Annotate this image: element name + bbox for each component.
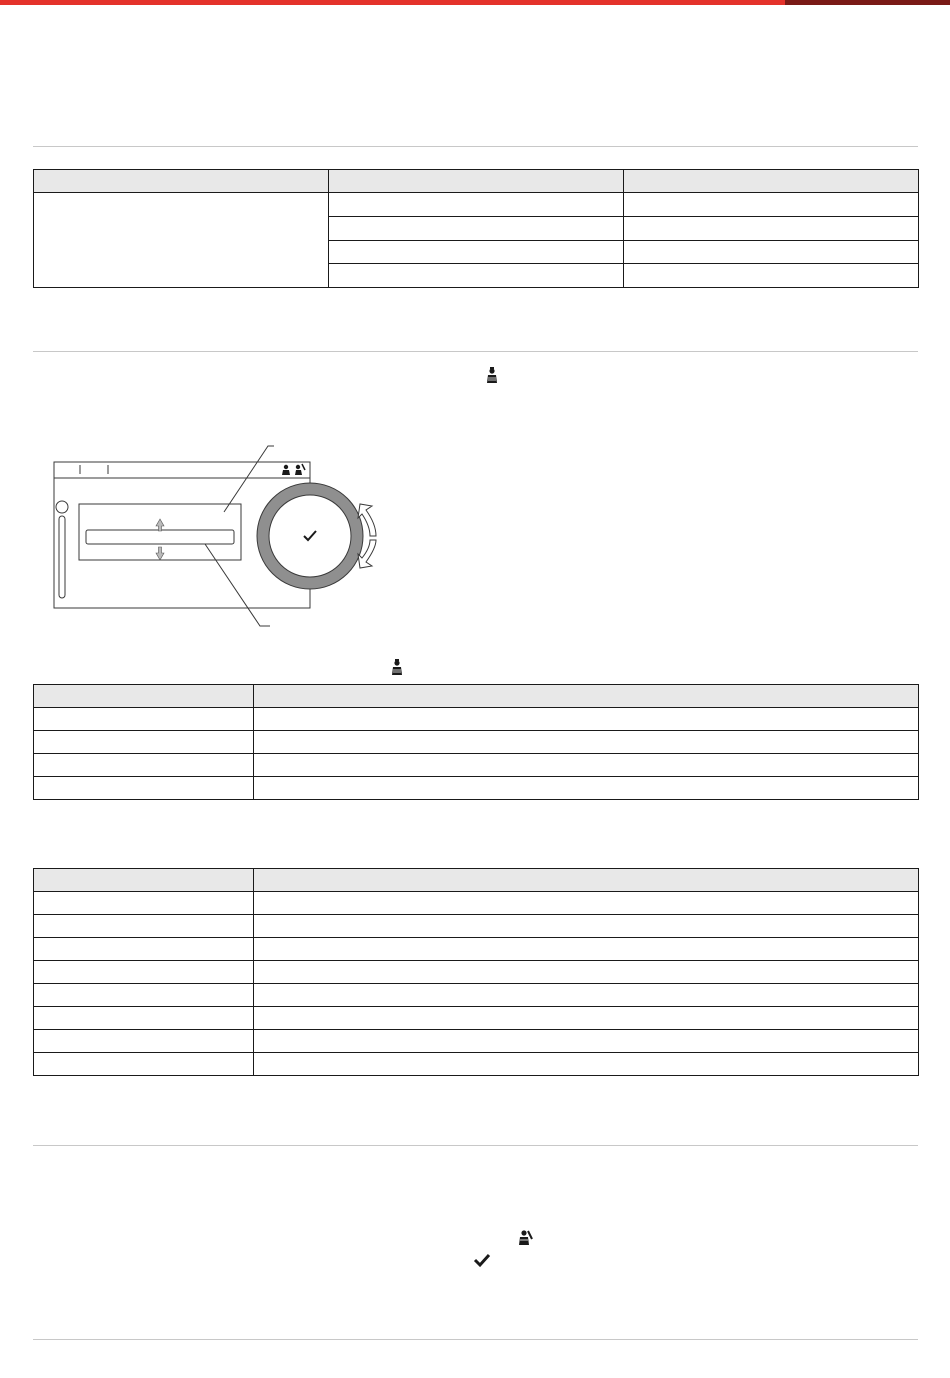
table-row <box>34 915 919 938</box>
table-cell <box>34 754 254 777</box>
table-cell <box>254 754 919 777</box>
control-panel-diagram <box>50 440 390 630</box>
table-cell <box>254 708 919 731</box>
table-header-cell <box>624 170 919 193</box>
table-cell <box>254 915 919 938</box>
table-row <box>34 754 919 777</box>
table-cell <box>34 1030 254 1053</box>
selection-bar <box>86 530 234 544</box>
table-2 <box>33 684 919 800</box>
table-header-row <box>34 170 919 193</box>
table-header-cell <box>329 170 624 193</box>
table-cell <box>624 193 919 217</box>
table-row <box>34 1053 919 1076</box>
table-1 <box>33 169 919 288</box>
table-cell <box>254 961 919 984</box>
table-cell <box>34 731 254 754</box>
table-cell <box>34 938 254 961</box>
table-cell <box>329 216 624 240</box>
chimney-sweep-icon <box>485 367 499 385</box>
table-cell <box>34 892 254 915</box>
table-header-cell <box>254 869 919 892</box>
table-cell <box>254 892 919 915</box>
footer-divider <box>33 1339 918 1340</box>
table-cell <box>329 193 624 217</box>
checkmark-icon <box>473 1252 491 1268</box>
table-cell <box>34 1007 254 1030</box>
status-led <box>56 501 68 513</box>
table-row <box>34 731 919 754</box>
accent-red-segment <box>0 0 785 5</box>
table-row <box>34 193 919 217</box>
table-cell <box>34 915 254 938</box>
section-divider <box>33 146 918 147</box>
table-header-row <box>34 685 919 708</box>
table-row <box>34 708 919 731</box>
table-cell <box>329 264 624 288</box>
table-cell <box>254 1053 919 1076</box>
table-row <box>34 1007 919 1030</box>
chimney-sweep-icon <box>390 659 404 677</box>
accent-dark-segment <box>785 0 950 5</box>
table-cell <box>254 1030 919 1053</box>
table-row <box>34 1030 919 1053</box>
table-cell <box>254 1007 919 1030</box>
rotary-knob-center <box>269 495 351 577</box>
table-cell <box>254 731 919 754</box>
table-cell <box>34 708 254 731</box>
table-row <box>34 892 919 915</box>
table-cell <box>34 1053 254 1076</box>
table-row <box>34 984 919 1007</box>
table-header-cell <box>254 685 919 708</box>
table-cell <box>34 777 254 800</box>
table-header-cell <box>34 170 329 193</box>
table-row <box>34 777 919 800</box>
header-accent-bar <box>0 0 950 18</box>
table-cell <box>34 961 254 984</box>
section-divider <box>33 351 918 352</box>
service-icon <box>517 1229 533 1247</box>
side-slider <box>59 516 65 598</box>
section-divider <box>33 1145 918 1146</box>
table-cell <box>254 777 919 800</box>
table-cell <box>34 984 254 1007</box>
table-header-cell <box>34 685 254 708</box>
table-cell <box>34 193 329 288</box>
table-cell <box>329 240 624 264</box>
table-3 <box>33 868 919 1076</box>
table-cell <box>254 938 919 961</box>
table-cell <box>624 264 919 288</box>
table-header-row <box>34 869 919 892</box>
table-cell <box>624 216 919 240</box>
table-cell <box>624 240 919 264</box>
table-row <box>34 961 919 984</box>
table-row <box>34 938 919 961</box>
table-cell <box>254 984 919 1007</box>
table-header-cell <box>34 869 254 892</box>
